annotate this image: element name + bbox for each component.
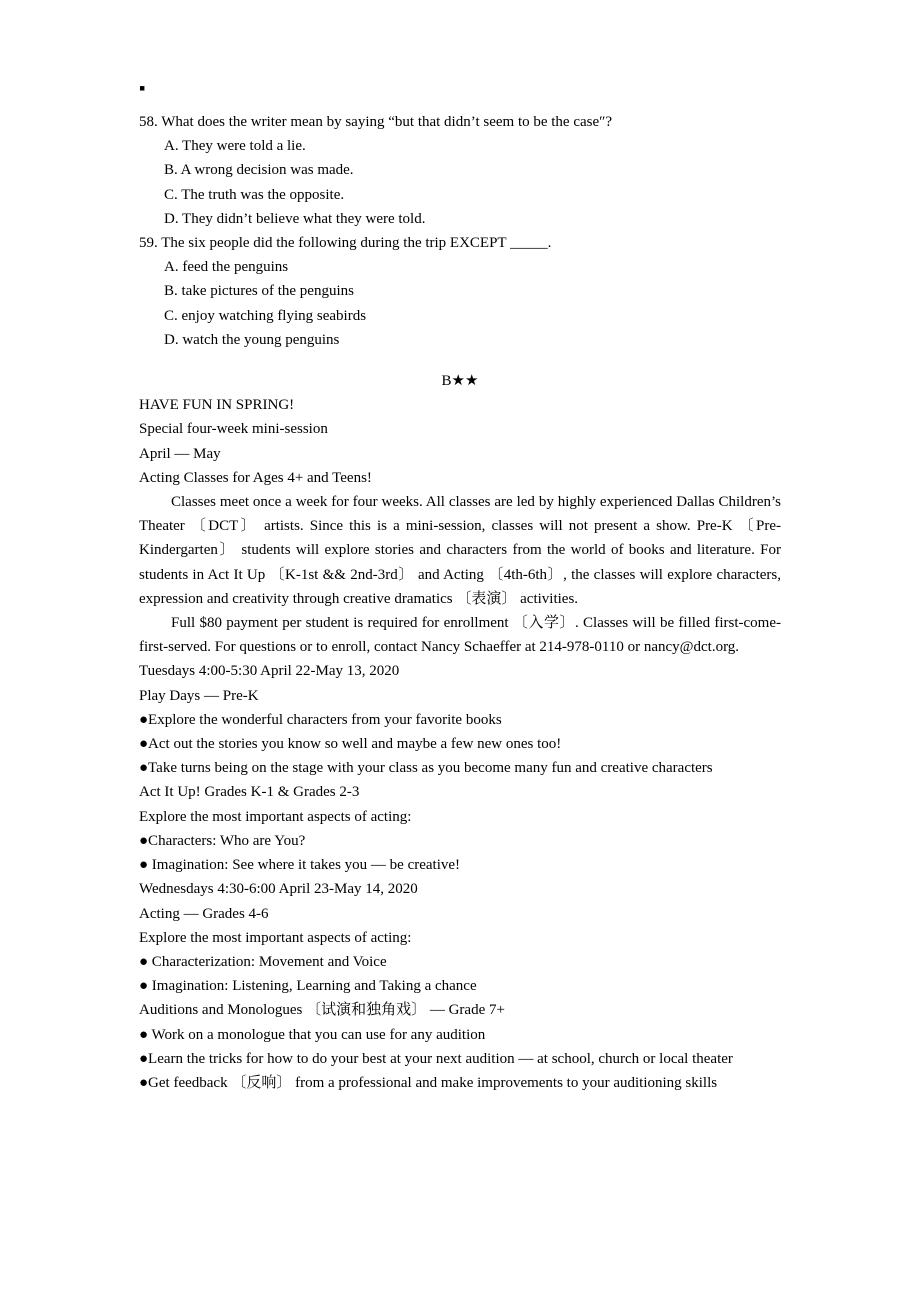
schedule-line: ● Characterization: Movement and Voice bbox=[139, 953, 387, 970]
bullet-audition-tricks: ●Learn the tricks for how to do your best at your next audition — at school, church or local theater bbox=[139, 1050, 733, 1067]
schedule-line: Wednesdays 4:30-6:00 April 23-May 14, 2020 bbox=[139, 881, 418, 898]
schedule-line: Explore the most important aspects of acting: bbox=[139, 929, 412, 946]
option-b: B. A wrong decision was made. bbox=[164, 162, 354, 179]
schedule-line: ●Explore the wonderful characters from your favorite books bbox=[139, 711, 502, 728]
schedule-line: ● Imagination: See where it takes you — be creative! bbox=[139, 857, 461, 874]
schedule-line: ●Act out the stories you know so well and maybe a few new ones too! bbox=[139, 736, 562, 753]
option-d: D. They didn’t believe what they were told. bbox=[164, 210, 426, 227]
section-title: B★★ bbox=[441, 373, 479, 390]
schedule-line: ●Take turns being on the stage with your class as you become many fun and creative characters bbox=[139, 760, 713, 777]
option-c: C. The truth was the opposite. bbox=[164, 186, 345, 203]
schedule-line: Acting — Grades 4-6 bbox=[139, 905, 269, 922]
option-a: A. They were told a lie. bbox=[164, 138, 306, 155]
option-b: B. take pictures of the penguins bbox=[164, 283, 354, 300]
ad-subtitle: Special four-week mini-session bbox=[139, 421, 328, 438]
ad-heading: Acting Classes for Ages 4+ and Teens! bbox=[139, 469, 372, 486]
schedule-line: ● Work on a monologue that you can use for any audition bbox=[139, 1026, 486, 1043]
schedule-line: Auditions and Monologues 〔试演和独角戏〕 — Grade 7+ bbox=[139, 1002, 505, 1019]
ad-dates: April — May bbox=[139, 445, 221, 462]
page-marker: ▪ bbox=[139, 78, 146, 98]
option-a: A. feed the penguins bbox=[164, 259, 289, 276]
option-d: D. watch the young penguins bbox=[164, 331, 340, 348]
schedule-line: Play Days — Pre-K bbox=[139, 687, 259, 704]
question-58 bbox=[139, 110, 781, 231]
payment-paragraph: Full $80 payment per student is required for enrollment 〔入学〕. Classes will be filled first-come-first-served. For questions or to enroll, contact Nancy Schaeffer at 214-978-0110 or nancy@dct.org. bbox=[139, 615, 781, 656]
document-page bbox=[139, 78, 781, 1095]
intro-paragraph: Classes meet once a week for four weeks. All classes are led by highly experienced Dallas Children’s Theater 〔DCT〕 artists. Since this is a mini-session, classes will not present a show. Pre-K 〔Pre-Kindergarten〕 students will explore stories and characters from the world of books and literature. For students in Act It Up 〔K-1st && 2nd-3rd〕 and Acting 〔4th-6th〕, the classes will explore characters, expression and creativity through creative dramatics 〔表演〕 activities. bbox=[139, 494, 781, 607]
question-stem: 58. What does the writer mean by saying “but that didn’t seem to be the case″? bbox=[139, 114, 613, 130]
option-c: C. enjoy watching flying seabirds bbox=[164, 307, 367, 324]
schedule-line: Tuesdays 4:00-5:30 April 22-May 13, 2020 bbox=[139, 663, 400, 680]
schedule-line: Act It Up! Grades K-1 & Grades 2-3 bbox=[139, 784, 360, 801]
question-59 bbox=[139, 231, 781, 352]
question-stem: 59. The six people did the following during the trip EXCEPT _____. bbox=[139, 235, 552, 252]
bullet-feedback: ●Get feedback 〔反响〕 from a professional and make improvements to your auditioning skills bbox=[139, 1074, 718, 1091]
ad-title: HAVE FUN IN SPRING! bbox=[139, 397, 295, 414]
schedule-line: ● Imagination: Listening, Learning and Taking a chance bbox=[139, 978, 477, 995]
schedule-list bbox=[139, 659, 781, 1046]
schedule-line: ●Characters: Who are You? bbox=[139, 832, 306, 849]
schedule-line: Explore the most important aspects of acting: bbox=[139, 808, 412, 825]
